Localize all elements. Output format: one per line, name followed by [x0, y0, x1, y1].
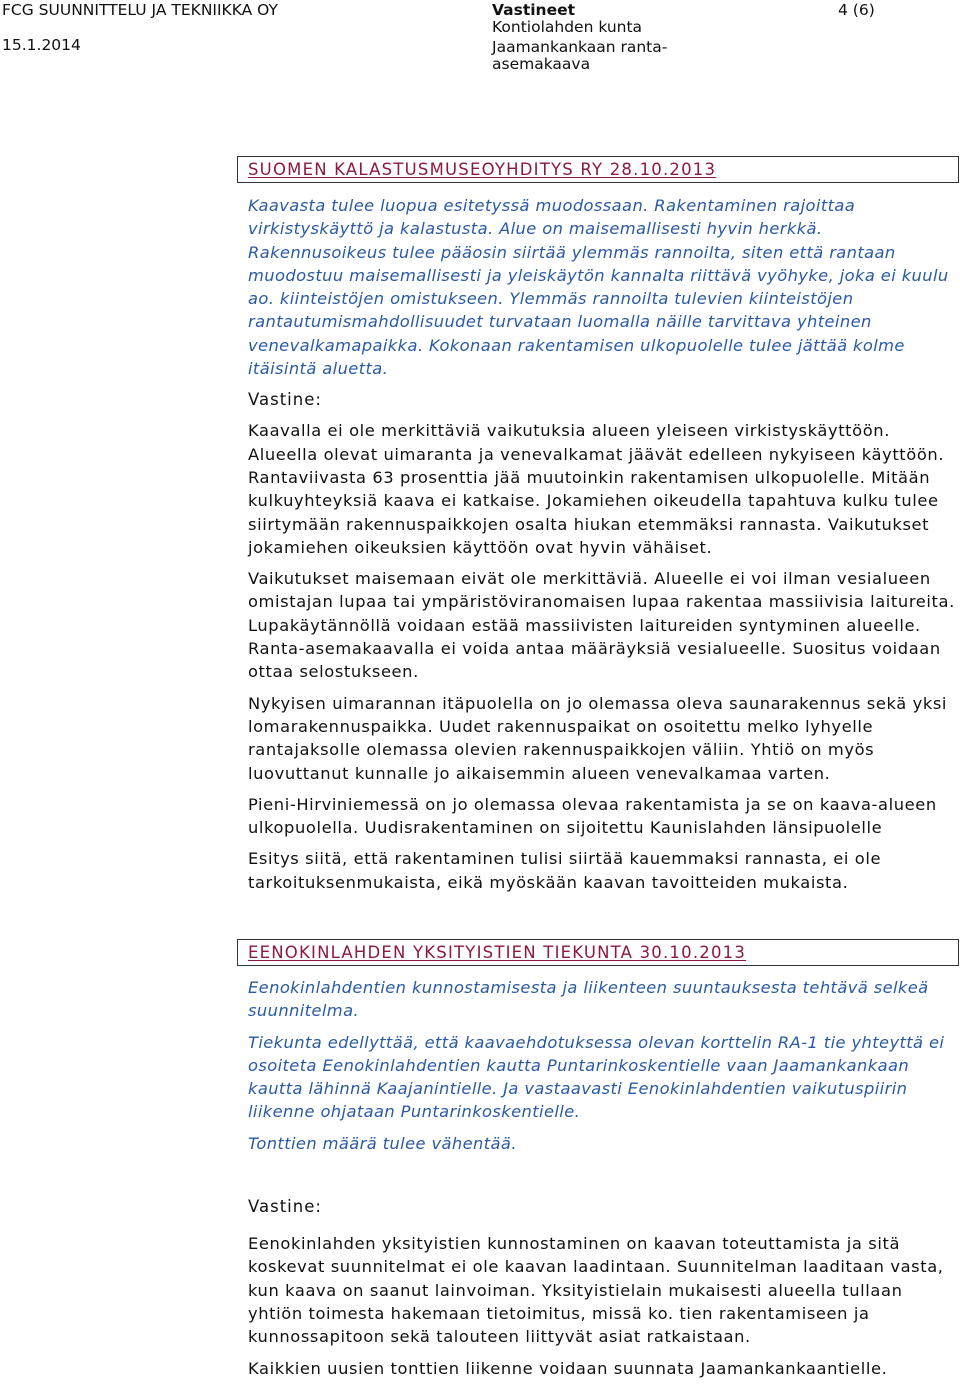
municipality-name: Kontiolahden kunta: [492, 18, 643, 36]
page-number: 4 (6): [838, 1, 875, 19]
response-paragraph: Vaikutukset maisemaan eivät ole merkittäviä. Alueelle ei voi ilman vesialueen omistajan lupaa tai ympäristöviranomaisen lupaa rakentaa massiivisia laitureita. Lupakäytännöllä voidaan estää massiivisten laitureiden syntyminen alueelle. Ranta-asemakaavalla ei voida antaa määräyksiä vesialueelle. Suositus voidaan ottaa selostukseen.: [248, 569, 955, 682]
organization-name: FCG SUUNNITTELU JA TEKNIIKKA OY: [2, 1, 278, 19]
response-label: Vastine:: [248, 1197, 322, 1217]
plan-name-line2: asemakaava: [492, 55, 591, 73]
section-heading-kalastusmuseo: [237, 156, 959, 183]
response-paragraph: Esitys siitä, että rakentaminen tulisi siirtää kauemmaksi rannasta, ei ole tarkoituksenmukaista, eikä myöskään kaavan tavoitteiden mukaista.: [248, 849, 882, 892]
statement-paragraph: Kaavasta tulee luopua esitetyssä muodossaan. Rakentaminen rajoittaa virkistyskäyttö ja kalastusta. Alue on maisemallisesti hyvin herkkä. Rakennusoikeus tulee pääosin siirtää ylemmäs rannoilta, siten että rantaan muodostuu maisemallisesti ja yleiskäytön kannalta riittävä vyöhyke, joka ei kuulu ao. kiinteistöjen omistukseen. Ylemmäs rannoilta tulevien kiinteistöjen rantautumismahdollisuudet turvataan luomalla näille tarvittava yhteinen venevalkamapaikka. Kokonaan rakentamisen ulkopuolelle tulee jättää kolme itäisintä aluetta.: [248, 196, 949, 379]
section-body-kalastusmuseo: [248, 194, 960, 902]
response-paragraph: Kaikkien uusien tonttien liikenne voidaan suunnata Jaamankankaantielle.: [248, 1358, 888, 1378]
plan-name-line1: Jaamankankaan ranta-: [492, 38, 668, 56]
document-title: Vastineet: [492, 1, 576, 19]
response-paragraph: Pieni-Hirviniemessä on jo olemassa olevaa rakentamista ja se on kaava-alueen ulkopuolella. Uudisrakentaminen on sijoitettu Kaunislahden länsipuolelle: [248, 794, 937, 838]
statement-paragraph: Eenokinlahdentien kunnostamisesta ja liikenteen suuntauksesta tehtävä selkeä suunnitelma.: [248, 978, 929, 1021]
section-heading-text: EENOKINLAHDEN YKSITYISTIEN TIEKUNTA 30.10.2013: [248, 943, 747, 962]
response-label: Vastine:: [248, 390, 322, 410]
response-paragraph: Eenokinlahden yksityistien kunnostaminen on kaavan toteuttamista ja sitä koskevat suunnitelmat ei ole kaavan laadintaan. Suunnitelman laaditaan vasta, kun kaava on saanut lainvoiman. Yksityistielain mukaisesti alueella tullaan yhtiön toimesta hakemaan tietoimitus, missä ko. tien rakentamiseen ja kunnossapitoon sekä talouteen liittyvät asiat ratkaistaan.: [248, 1234, 944, 1347]
statement-paragraph: Tonttien määrä tulee vähentää.: [248, 1133, 517, 1153]
response-paragraph: Kaavalla ei ole merkittäviä vaikutuksia alueen yleiseen virkistyskäyttöön. Alueella olevat uimaranta ja venevalkamat jäävät edelleen nykyiseen käyttöön. Rantaviivasta 63 prosenttia jää muutoinkin rakentamisen ulkopuolelle. Mitään kulkuyhteyksiä kaava ei katkaise. Jokamiehen oikeudella tapahtuva kulku tulee siirtymään rakennuspaikkojen osalta hiukan etemmäksi rannasta. Vaikutukset jokamiehen oikeuksien käyttöön ovat hyvin vähäiset.: [248, 421, 945, 557]
section-body-tiekunta: [248, 976, 960, 1388]
statement-paragraph: Tiekunta edellyttää, että kaavaehdotuksessa olevan korttelin RA-1 tie yhteyttä ei osoiteta Eenokinlahdentien kautta Puntarinkoskentielle vaan Jaamankankaan kautta lähinnä Kaajanintielle. Ja vastaavasti Eenokinlahdentien vaikutuspiirin liikenne ohjataan Puntarinkoskentielle.: [248, 1032, 945, 1122]
section-heading-text: SUOMEN KALASTUSMUSEOYHDITYS RY 28.10.2013: [248, 160, 717, 179]
response-paragraph: Nykyisen uimarannan itäpuolella on jo olemassa oleva saunarakennus sekä yksi lomarakennuspaikka. Uudet rakennuspaikat on osoitettu melko lyhyelle rantajaksolle olemassa olevien rakennuspaikkojen väliin. Yhtiö on myös luovuttanut kunnalle jo aikaisemmin alueen venevalkamaa varten.: [248, 693, 948, 783]
document-date: 15.1.2014: [2, 36, 81, 54]
section-heading-tiekunta: [237, 939, 959, 966]
